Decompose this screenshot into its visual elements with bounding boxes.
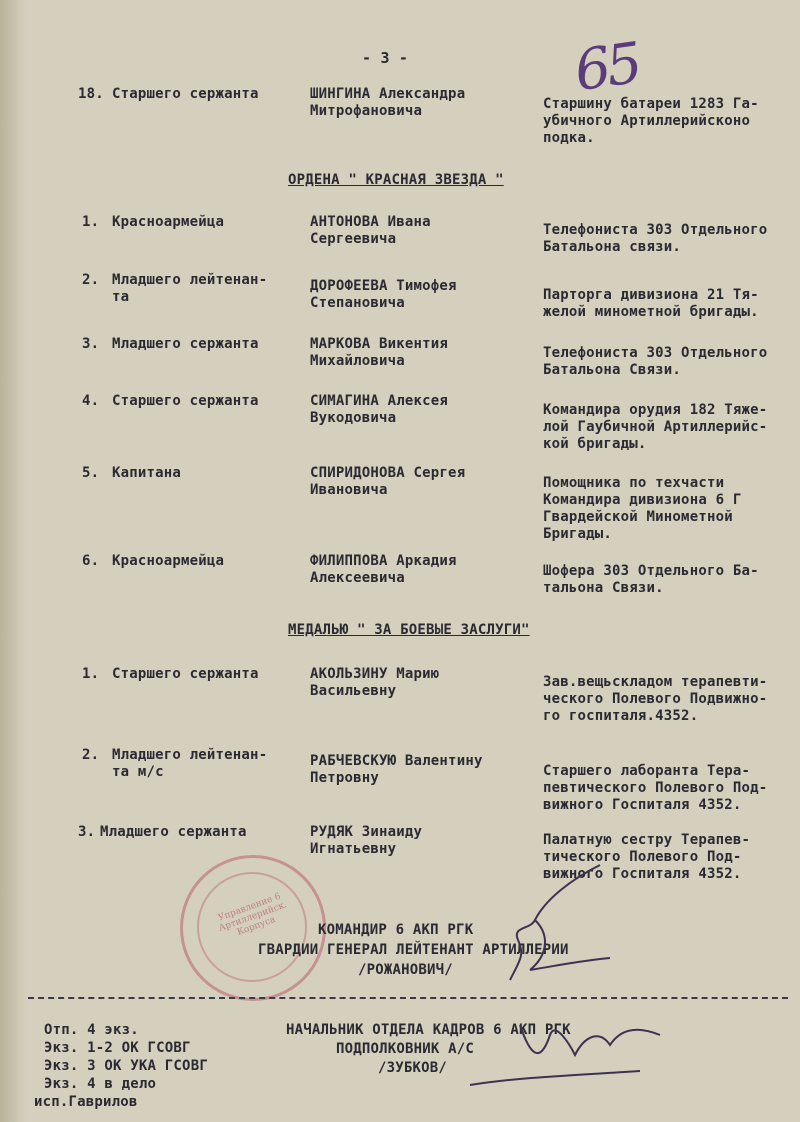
entry-number: 4. bbox=[82, 393, 100, 409]
entry-number: 2. bbox=[82, 272, 100, 288]
distribution-line: Экз. 3 ОК УКА ГСОВГ bbox=[44, 1058, 208, 1074]
entry-position-line: кой бригады. bbox=[543, 436, 647, 452]
entry-position-line: желой минометной бригады. bbox=[543, 304, 759, 320]
entry-name-line: Петровну bbox=[310, 770, 380, 786]
personnel-chief-rank: ПОДПОЛКОВНИК А/С bbox=[336, 1041, 475, 1057]
official-round-stamp bbox=[180, 855, 326, 1001]
entry-position-line: Старшину батареи 1283 Га- bbox=[543, 96, 759, 112]
handwritten-folio-number: 65 bbox=[570, 30, 643, 105]
entry-position-line: Батальона Связи. bbox=[543, 362, 682, 378]
personnel-chief-title: НАЧАЛЬНИК ОТДЕЛА КАДРОВ 6 АКП РГК bbox=[286, 1022, 571, 1038]
entry-position-line: ческого Полевого Подвижно- bbox=[543, 691, 768, 707]
entry-name-line: РАБЧЕВСКУЮ Валентину bbox=[310, 753, 483, 769]
section-title-red-star: ОРДЕНА " КРАСНАЯ ЗВЕЗДА " bbox=[288, 172, 504, 188]
entry-rank: та bbox=[112, 289, 130, 305]
entry-position-line: подка. bbox=[543, 130, 595, 146]
entry-number: 5. bbox=[82, 465, 100, 481]
entry-name-line: СПИРИДОНОВА Сергея bbox=[310, 465, 466, 481]
entry-position-line: лой Гаубичной Артиллерийс- bbox=[543, 419, 768, 435]
entry-position-line: Гвардейской Минометной bbox=[543, 509, 733, 525]
distribution-line: Экз. 1-2 ОК ГСОВГ bbox=[44, 1040, 191, 1056]
entry-name-line: Игнатьевну bbox=[310, 841, 397, 857]
entry-number: 2. bbox=[82, 747, 100, 763]
stamp-text: Управление 6 Артиллерийск. Корпуса bbox=[217, 891, 289, 938]
entry-position-line: певтического Полевого Под- bbox=[543, 780, 768, 796]
entry-rank: Капитана bbox=[112, 465, 182, 481]
entry-name-line: Вукодовича bbox=[310, 410, 397, 426]
entry-rank: Младшего лейтенан- bbox=[112, 272, 268, 288]
entry-position-line: Батальона связи. bbox=[543, 239, 682, 255]
page-number: - 3 - bbox=[362, 49, 409, 67]
entry-name-line: ДОРОФЕЕВА Тимофея bbox=[310, 278, 457, 294]
entry-rank: Красноармейца bbox=[112, 214, 225, 230]
entry-name-line: Алексеевича bbox=[310, 570, 405, 586]
entry-position-line: Бригады. bbox=[543, 526, 613, 542]
entry-rank: Старшего сержанта bbox=[112, 393, 259, 409]
entry-name-line: Степановича bbox=[310, 295, 405, 311]
entry-position-line: Помощника по техчасти bbox=[543, 475, 725, 491]
entry-name-line: МАРКОВА Викентия bbox=[310, 336, 449, 352]
entry-rank: та м/с bbox=[112, 764, 164, 780]
entry-number: 1. bbox=[82, 214, 100, 230]
distribution-line: Отп. 4 экз. bbox=[44, 1022, 139, 1038]
entry-rank: Старшего сержанта bbox=[112, 86, 259, 102]
entry-number: 6. bbox=[82, 553, 100, 569]
entry-name-line: СИМАГИНА Алексея bbox=[310, 393, 449, 409]
entry-number: 1. bbox=[82, 666, 100, 682]
entry-position-line: Парторга дивизиона 21 Тя- bbox=[543, 287, 759, 303]
entry-position-line: Шофера 303 Отдельного Ба- bbox=[543, 563, 759, 579]
separator-dashed-line bbox=[28, 997, 788, 999]
entry-position-line: вижного Госпиталя 4352. bbox=[543, 866, 742, 882]
entry-name-line: Митрофановича bbox=[310, 103, 423, 119]
entry-rank: Младшего сержанта bbox=[100, 824, 247, 840]
entry-position-line: Старшего лаборанта Тера- bbox=[543, 763, 751, 779]
entry-position-line: тического Полевого Под- bbox=[543, 849, 742, 865]
entry-name-line: АКОЛЬЗИНУ Марию bbox=[310, 666, 440, 682]
entry-position-line: Палатную сестру Терапев- bbox=[543, 832, 751, 848]
entry-position-line: Командира орудия 182 Тяже- bbox=[543, 402, 768, 418]
personnel-chief-signature bbox=[460, 1005, 680, 1095]
entry-name-line: Ивановича bbox=[310, 482, 388, 498]
entry-number: 3. bbox=[78, 824, 96, 840]
paper-edge bbox=[0, 0, 26, 1122]
entry-name-line: Васильевну bbox=[310, 683, 397, 699]
entry-rank: Младшего сержанта bbox=[112, 336, 259, 352]
personnel-chief-name: /ЗУБКОВ/ bbox=[378, 1060, 448, 1076]
entry-number: 18. bbox=[78, 86, 104, 102]
entry-name-line: ФИЛИППОВА Аркадия bbox=[310, 553, 457, 569]
entry-position-line: тальона Связи. bbox=[543, 580, 664, 596]
entry-name-line: ШИНГИНА Александра bbox=[310, 86, 466, 102]
commander-rank: ГВАРДИИ ГЕНЕРАЛ ЛЕЙТЕНАНТ АРТИЛЛЕРИИ bbox=[258, 942, 569, 958]
commander-title: КОМАНДИР 6 АКП РГК bbox=[318, 922, 474, 938]
entry-position-line: убичного Артиллерийсконо bbox=[543, 113, 751, 129]
distribution-line: Экз. 4 в дело bbox=[44, 1076, 157, 1092]
entry-position-line: Телефониста 303 Отдельного bbox=[543, 222, 768, 238]
commander-signature bbox=[490, 860, 630, 990]
entry-name-line: Сергеевича bbox=[310, 231, 397, 247]
entry-position-line: Командира дивизиона 6 Г bbox=[543, 492, 742, 508]
entry-position-line: Телефониста 303 Отдельного bbox=[543, 345, 768, 361]
entry-rank: Младшего лейтенан- bbox=[112, 747, 268, 763]
entry-position-line: вижного Госпиталя 4352. bbox=[543, 797, 742, 813]
entry-position-line: Зав.вещьскладом терапевти- bbox=[543, 674, 768, 690]
commander-name: /РОЖАНОВИЧ/ bbox=[358, 962, 453, 978]
entry-rank: Старшего сержанта bbox=[112, 666, 259, 682]
entry-rank: Красноармейца bbox=[112, 553, 225, 569]
entry-number: 3. bbox=[82, 336, 100, 352]
entry-name-line: РУДЯК Зинаиду bbox=[310, 824, 423, 840]
section-title-combat-merit-medal: МЕДАЛЬЮ " ЗА БОЕВЫЕ ЗАСЛУГИ" bbox=[288, 622, 530, 638]
entry-position-line: го госпиталя.4352. bbox=[543, 708, 699, 724]
entry-name-line: АНТОНОВА Ивана bbox=[310, 214, 431, 230]
entry-name-line: Михайловича bbox=[310, 353, 405, 369]
distribution-line: исп.Гаврилов bbox=[34, 1094, 138, 1110]
